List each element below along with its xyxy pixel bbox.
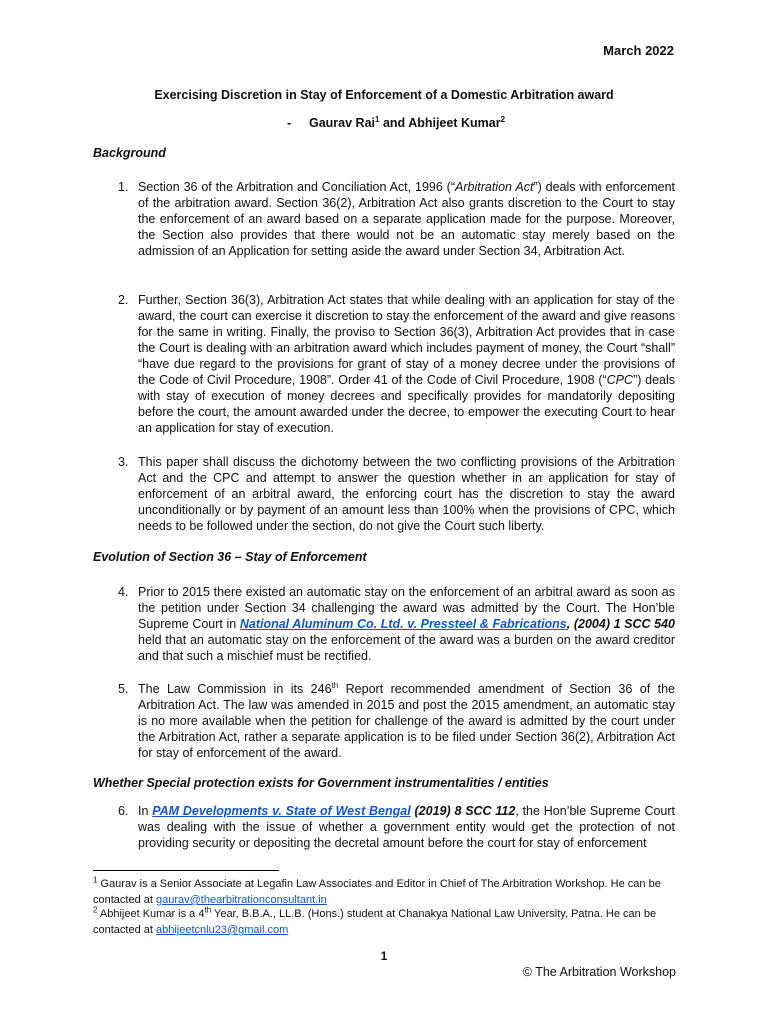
email-link-abhijeet[interactable]: abhijeetcnlu23@gmail.com xyxy=(156,924,289,936)
document-title: Exercising Discretion in Stay of Enforcement of a Domestic Arbitration award xyxy=(154,88,614,102)
footnote-text: Abhijeet Kumar is a 4 xyxy=(97,908,205,920)
copyright-notice: © The Arbitration Workshop xyxy=(522,965,676,979)
footnote-text: Year, B.B.A., LL.B. (Hons.) student at Chanakya National Law University, Patna. He can be contacted at xyxy=(93,908,657,936)
footnote-separator xyxy=(93,870,279,871)
page-number: 1 xyxy=(380,949,388,963)
paragraph-text: In xyxy=(138,804,153,818)
author-1: Gaurav Rai xyxy=(309,116,376,130)
paragraph-2 xyxy=(118,292,675,436)
paragraph-number: 6. xyxy=(118,804,129,818)
section-heading-background: Background xyxy=(93,146,166,160)
defined-term: Arbitration Act xyxy=(455,180,534,194)
footnote-text: Gaurav is a Senior Associate at Legafin Law Associates and Editor in Chief of The Arbitration Workshop. He can be contacted at xyxy=(93,878,661,906)
footnote-ref-1[interactable]: 1 xyxy=(375,114,380,124)
paragraph-text: Section 36 of the Arbitration and Conciliation Act, 1996 (“ xyxy=(138,180,455,194)
paragraph-1 xyxy=(118,179,675,259)
section-heading-evolution: Evolution of Section 36 – Stay of Enforcement xyxy=(93,550,367,564)
paragraph-text: The Law Commission in its 246 xyxy=(138,682,332,696)
paragraph-4 xyxy=(118,584,675,664)
paragraph-text: ”) deals with stay of execution of money decrees and specifically provides for mandatorily depositing before the court, the amount awarded under the decree, to empower the executing Court to hear an application for stay of execution. xyxy=(138,373,675,435)
defined-term: CPC xyxy=(606,373,634,387)
case-citation: (2019) 8 SCC 112 xyxy=(410,804,516,818)
paragraph-5 xyxy=(118,681,675,761)
footnote-ref-2[interactable]: 2 xyxy=(500,114,506,124)
footnote-2 xyxy=(93,906,678,938)
paragraph-text: Further, Section 36(3), Arbitration Act states that while dealing with an application for stay of the award, the court can exercise it discretion to stay the enforcement of the award and give reasons for the same in writing. Finally, the proviso to Section 36(3), Arbitration Act provides that in case the Court is dealing with an arbitration award which includes payment of money, the Court “shall” “have due regard to the provisions for grant of stay of a money decree under the provisions of the Code of Civil Procedure, 1908”. Order 41 of the Code of Civil Procedure, 1908 (“ xyxy=(138,293,675,387)
author-conjunction: and xyxy=(379,116,409,130)
paragraph-text: , the Hon’ble Supreme Court was dealing with the issue of whether a government entity would get the protection of not providing security or depositing the decretal amount before the court for stay of enforcement xyxy=(138,804,676,850)
paragraph-text: This paper shall discuss the dichotomy between the two conflicting provisions of the Arbitration Act and the CPC and attempt to answer the question whether in an application for stay of enforcement of an arbitral award, the enforcing court has the discretion to stay the award unconditionally or by payment of an amount less than 100% when the provisions of CPC, which needs to be followed under the section, do not give the Court such liberty. xyxy=(138,455,675,533)
paragraph-text: held that an automatic stay on the enforcement of the award was a burden on the award creditor and that such a mischief must be rectified. xyxy=(138,633,675,663)
ordinal-suffix: th xyxy=(331,680,339,690)
paragraph-text: ”) deals with enforcement of the arbitration award. Section 36(2), Arbitration Act also grants discretion to the Court to stay the enforcement of an award based on a separate application made for the purpose. Moreover, the Section also provides that there would not be an automatic stay merely based on the admission of an Application for setting aside the award under Section 34, Arbitration Act. xyxy=(138,180,675,258)
case-link-pam-developments[interactable]: PAM Developments v. State of West Bengal xyxy=(152,804,411,818)
case-link-national-aluminum[interactable]: National Aluminum Co. Ltd. v. Pressteel & Fabrications xyxy=(239,617,567,631)
paragraph-number: 3. xyxy=(118,455,129,469)
author-dash: - xyxy=(287,116,292,130)
paragraph-number: 5. xyxy=(118,682,129,696)
footnote-marker: 1 xyxy=(93,875,98,885)
section-heading-special-protection: Whether Special protection exists for Government instrumentalities / entities xyxy=(93,776,549,790)
document-date: March 2022 xyxy=(603,43,674,58)
paragraph-text: Prior to 2015 there existed an automatic stay on the enforcement of an arbitral award as soon as the petition under Section 34 challenging the award was admitted by the Court. The Hon’ble Supreme Court in xyxy=(138,585,675,631)
ordinal-suffix: th xyxy=(204,905,212,915)
author-line xyxy=(287,116,505,130)
case-citation: , (2004) 1 SCC 540 xyxy=(566,617,675,631)
author-2: Abhijeet Kumar xyxy=(408,116,501,130)
paragraph-number: 4. xyxy=(118,585,129,599)
email-link-gaurav[interactable]: gaurav@thearbitrationconsultant.in xyxy=(156,894,327,906)
paragraph-number: 1. xyxy=(118,180,129,194)
paragraph-6 xyxy=(118,803,675,851)
footnote-marker: 2 xyxy=(93,905,98,915)
paragraph-text: Report recommended amendment of Section 36 of the Arbitration Act. The law was amended in 2015 and post the 2015 amendment, an automatic stay is no more available when the petition for challenge of the award is admitted by the court under the Arbitration Act, rather a separate application is to be filed under Section 36(2), Arbitration Act for stay of enforcement of the award. xyxy=(138,682,675,760)
paragraph-number: 2. xyxy=(118,293,129,307)
footnote-1 xyxy=(93,876,678,908)
paragraph-3 xyxy=(118,454,675,534)
